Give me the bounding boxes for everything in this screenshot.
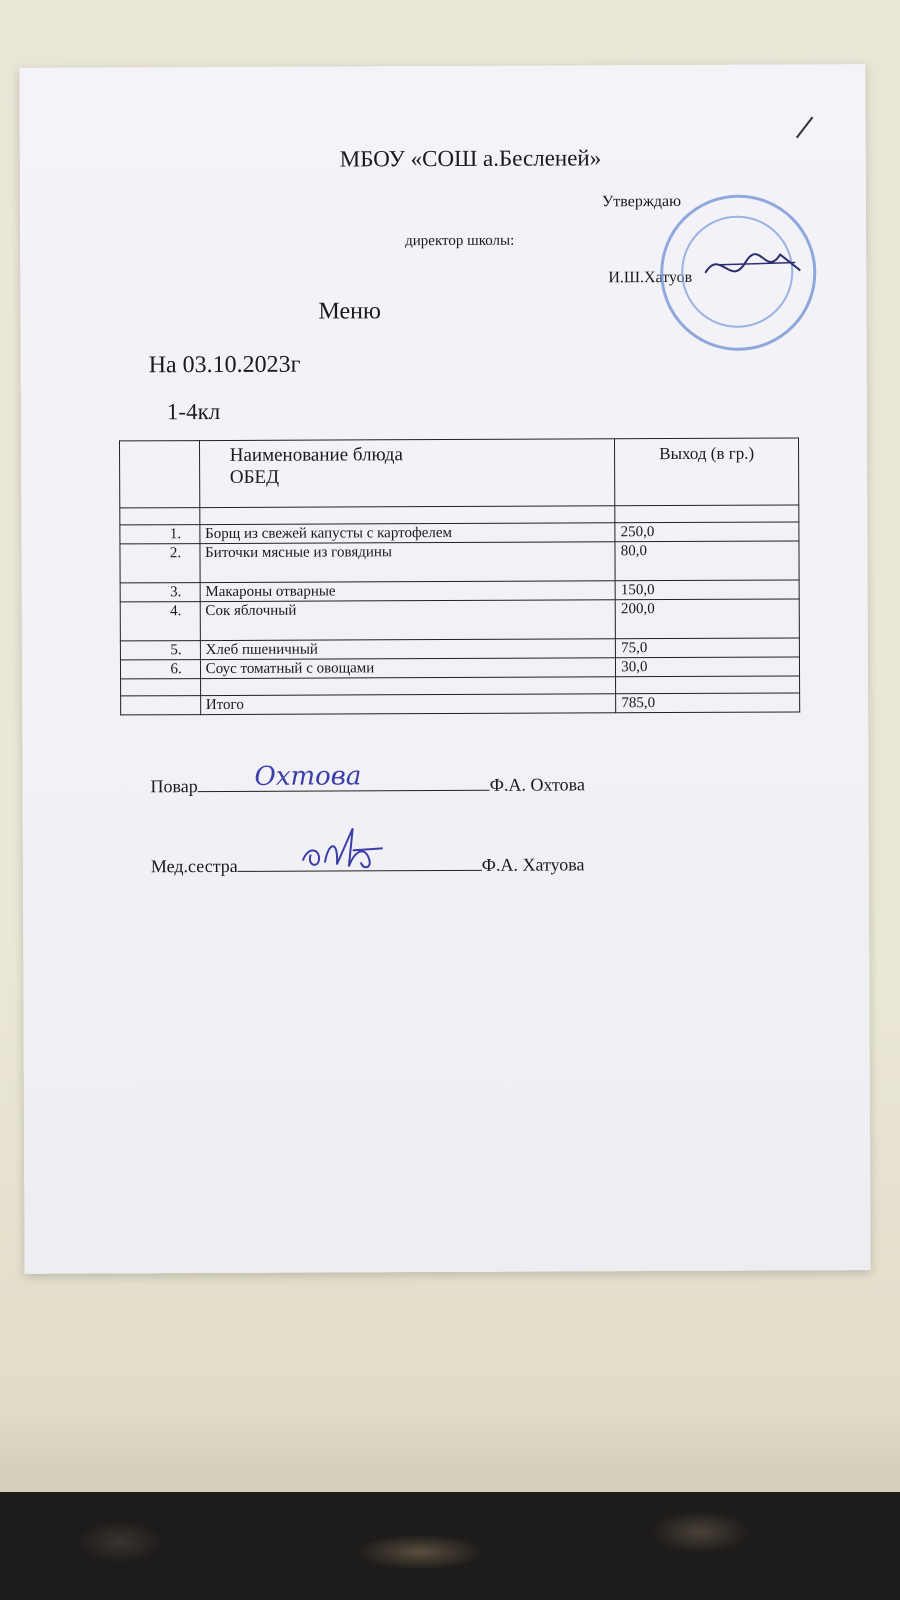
row-num: 5. [120, 641, 200, 660]
row-weight: 200,0 [615, 599, 799, 639]
cook-signature [248, 756, 408, 797]
menu-table [119, 437, 800, 715]
row-dish: Макароны отварные [200, 581, 616, 602]
cook-label: Повар [150, 776, 198, 797]
header-yield: Выход (в гр.) [615, 438, 799, 506]
total-row [121, 693, 800, 715]
total-label: Итого [200, 694, 616, 715]
row-weight: 75,0 [616, 638, 800, 658]
row-dish: Биточки мясные из говядины [200, 542, 616, 583]
nurse-label: Мед.сестра [150, 855, 238, 877]
row-weight: 250,0 [615, 522, 799, 542]
pen-mark [796, 117, 813, 139]
director-name: И.Ш.Хатуов [608, 268, 693, 287]
nurse-name: Ф.А. Хатуова [481, 854, 585, 875]
director-signature [700, 242, 810, 292]
row-num: 6. [120, 660, 200, 679]
header-meal: ОБЕД [229, 466, 280, 488]
table-row [120, 541, 799, 583]
table-row [120, 599, 799, 641]
table-header-row [120, 438, 799, 508]
menu-title: Меню [318, 298, 381, 325]
header-dish-cell [199, 439, 615, 508]
row-num: 4. [120, 602, 200, 641]
row-num: 2. [120, 544, 200, 583]
row-dish: Борщ из свежей капусты с картофелем [200, 523, 616, 544]
header-num-cell [120, 441, 200, 508]
row-weight: 150,0 [615, 580, 799, 600]
header-dish: Наименование блюда [229, 444, 403, 466]
school-name: МБОУ «СОШ а.Бесленей» [339, 145, 602, 172]
row-dish: Сок яблочный [200, 600, 616, 641]
row-num: 1. [120, 525, 200, 544]
row-weight: 30,0 [616, 657, 800, 677]
row-num: 3. [120, 583, 200, 602]
approve-label: Утверждаю [601, 192, 682, 211]
menu-class: 1-4кл [166, 398, 221, 425]
row-weight: 80,0 [615, 541, 799, 581]
director-label: директор школы: [405, 232, 515, 250]
menu-date: На 03.10.2023г [148, 351, 301, 379]
row-dish: Хлеб пшеничный [200, 639, 616, 660]
menu-document [19, 64, 870, 1274]
desk-surface [0, 1492, 900, 1600]
cook-signature-text: Охтова [254, 761, 362, 792]
total-value: 785,0 [616, 693, 800, 713]
row-dish: Соус томатный с овощами [200, 658, 616, 679]
nurse-signature [293, 820, 403, 875]
cook-name: Ф.А. Охтова [489, 774, 585, 795]
